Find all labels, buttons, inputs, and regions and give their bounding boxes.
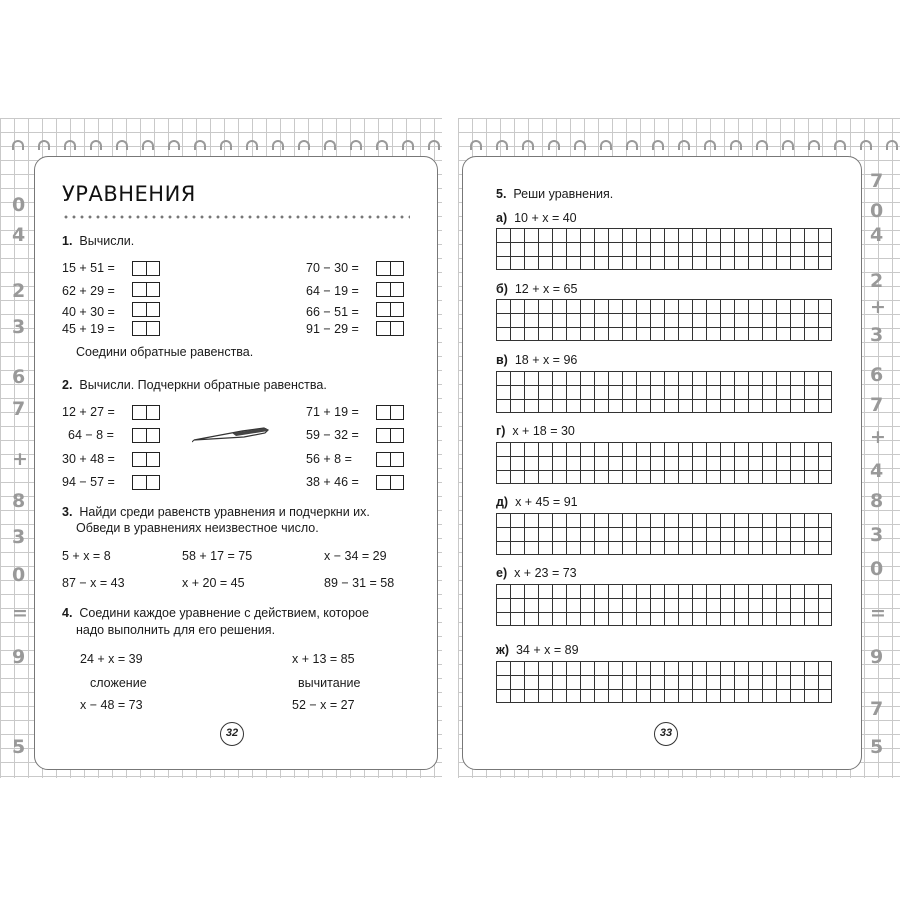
- item-letter: а): [496, 211, 508, 225]
- spiral-ring: [350, 140, 362, 150]
- spiral-ring: [574, 140, 586, 150]
- expression: 59 − 32 =: [306, 428, 359, 442]
- edge-digit: 4: [870, 224, 884, 246]
- task-number: 2.: [62, 378, 73, 392]
- dotted-divider: [62, 215, 410, 219]
- spiral-ring: [704, 140, 716, 150]
- edge-digit: 3: [12, 526, 26, 548]
- expression: 62 + 29 =: [62, 284, 115, 298]
- edge-digit: 0: [12, 194, 26, 216]
- edge-digit: 2: [12, 280, 26, 302]
- task3-line1: [62, 505, 370, 520]
- expression: 64 − 19 =: [306, 284, 359, 298]
- task-number: 5.: [496, 187, 507, 201]
- spiral-ring: [626, 140, 638, 150]
- equation: x + 13 = 85: [292, 652, 355, 666]
- item-equation: x + 23 = 73: [514, 566, 577, 580]
- edge-digit: 4: [12, 224, 26, 246]
- spiral-ring: [376, 140, 388, 150]
- edge-digit: 7: [870, 698, 884, 720]
- equation: x + 20 = 45: [182, 576, 245, 590]
- edge-digit: 0: [870, 558, 884, 580]
- task1-header: [62, 234, 134, 249]
- expression: 94 − 57 =: [62, 475, 115, 489]
- edge-digit: +: [870, 296, 886, 318]
- answer-box[interactable]: [376, 321, 404, 336]
- spiral-ring: [496, 140, 508, 150]
- answer-box[interactable]: [132, 475, 160, 490]
- spiral-ring: [116, 140, 128, 150]
- spiral-ring: [886, 140, 898, 150]
- spiral-ring: [194, 140, 206, 150]
- edge-digit: =: [12, 602, 28, 624]
- spiral-ring: [522, 140, 534, 150]
- answer-grid[interactable]: [496, 228, 832, 270]
- spiral-ring: [808, 140, 820, 150]
- operation-label: вычитание: [298, 676, 361, 690]
- spiral-ring: [246, 140, 258, 150]
- answer-grid[interactable]: [496, 442, 832, 484]
- expression: 12 + 27 =: [62, 405, 115, 419]
- expression: 38 + 46 =: [306, 475, 359, 489]
- spiral-ring: [548, 140, 560, 150]
- spiral-ring: [678, 140, 690, 150]
- spiral-ring: [652, 140, 664, 150]
- answer-box[interactable]: [132, 428, 160, 443]
- task-text: Вычисли.: [79, 234, 135, 248]
- spiral-ring: [168, 140, 180, 150]
- spiral-ring: [324, 140, 336, 150]
- answer-grid[interactable]: [496, 661, 832, 703]
- task4-line1: [62, 606, 369, 621]
- spiral-ring: [782, 140, 794, 150]
- edge-digit: 7: [870, 394, 884, 416]
- task-number: 1.: [62, 234, 73, 248]
- edge-digit: 0: [870, 200, 884, 222]
- spiral-ring: [298, 140, 310, 150]
- page-number: 33: [654, 722, 678, 746]
- equation: 24 + x = 39: [80, 652, 143, 666]
- answer-grid[interactable]: [496, 513, 832, 555]
- edge-digit: 3: [870, 324, 884, 346]
- edge-digit: 5: [12, 736, 26, 758]
- answer-box[interactable]: [376, 302, 404, 317]
- operation-label: сложение: [90, 676, 147, 690]
- task-text: Найди среди равенств уравнения и подчеркни их.: [79, 505, 370, 519]
- spiral-ring: [272, 140, 284, 150]
- equation: x − 48 = 73: [80, 698, 143, 712]
- item-equation: 10 + x = 40: [514, 211, 577, 225]
- expression: 45 + 19 =: [62, 322, 115, 336]
- edge-digit: 6: [12, 366, 26, 388]
- item-equation: x + 18 = 30: [512, 424, 575, 438]
- spiral-ring: [730, 140, 742, 150]
- item-letter: б): [496, 282, 508, 296]
- item-letter: в): [496, 353, 508, 367]
- task-text: Вычисли. Подчеркни обратные равенства.: [79, 378, 327, 392]
- expression: 56 + 8 =: [306, 452, 352, 466]
- answer-box[interactable]: [376, 475, 404, 490]
- spiral-ring: [220, 140, 232, 150]
- spiral-ring: [90, 140, 102, 150]
- expression: 66 − 51 =: [306, 305, 359, 319]
- edge-digit: 9: [870, 646, 884, 668]
- expression: 40 + 30 =: [62, 305, 115, 319]
- equation: 89 − 31 = 58: [324, 576, 395, 590]
- spiral-ring: [12, 140, 24, 150]
- spiral-ring: [402, 140, 414, 150]
- edge-digit: 4: [870, 460, 884, 482]
- edge-digit: 9: [12, 646, 26, 668]
- task-number: 3.: [62, 505, 73, 519]
- item-equation: x + 45 = 91: [515, 495, 578, 509]
- answer-grid[interactable]: [496, 299, 832, 341]
- spiral-ring: [38, 140, 50, 150]
- edge-digit: =: [870, 602, 886, 624]
- expression: 64 − 8 =: [68, 428, 114, 442]
- spiral-ring: [428, 140, 440, 150]
- expression: 91 − 29 =: [306, 322, 359, 336]
- equation: 87 − x = 43: [62, 576, 125, 590]
- edge-digit: 8: [12, 490, 26, 512]
- item-equation: 34 + x = 89: [515, 643, 579, 657]
- task1-note: Соедини обратные равенства.: [76, 345, 254, 359]
- edge-digit: 0: [12, 564, 26, 586]
- answer-grid[interactable]: [496, 584, 832, 626]
- task-text: Соедини каждое уравнение с действием, которое: [79, 606, 369, 620]
- answer-box[interactable]: [376, 428, 404, 443]
- item-equation: 12 + x = 65: [514, 282, 578, 296]
- equation-item: [496, 643, 579, 658]
- task-text: Реши уравнения.: [513, 187, 614, 201]
- answer-grid[interactable]: [496, 371, 832, 413]
- answer-box[interactable]: [132, 452, 160, 467]
- edge-digit: 7: [12, 398, 26, 420]
- equation-item: [496, 424, 575, 439]
- item-letter: е): [496, 566, 508, 580]
- spiral-ring: [834, 140, 846, 150]
- item-letter: ж): [496, 643, 510, 657]
- item-equation: 18 + x = 96: [514, 353, 578, 367]
- task5-header: [496, 187, 613, 202]
- equation-item: [496, 566, 577, 581]
- answer-box[interactable]: [132, 282, 160, 297]
- answer-box[interactable]: [376, 261, 404, 276]
- task-number: 4.: [62, 606, 73, 620]
- equation: 5 + x = 8: [62, 549, 111, 563]
- edge-digit: 7: [870, 170, 884, 192]
- spiral-ring: [64, 140, 76, 150]
- equation: 58 + 17 = 75: [182, 549, 253, 563]
- spiral-ring: [860, 140, 872, 150]
- equation-item: [496, 282, 577, 297]
- edge-digit: 3: [870, 524, 884, 546]
- edge-digit: +: [870, 426, 886, 448]
- edge-digit: 8: [870, 490, 884, 512]
- expression: 30 + 48 =: [62, 452, 115, 466]
- edge-digit: +: [12, 448, 28, 470]
- task3-line2: Обведи в уравнениях неизвестное число.: [76, 521, 319, 535]
- expression: 71 + 19 =: [306, 405, 359, 419]
- equation: x − 34 = 29: [324, 549, 387, 563]
- page-title: УРАВНЕНИЯ: [62, 182, 196, 206]
- page-number: 32: [220, 722, 244, 746]
- task4-line2: надо выполнить для его решения.: [76, 623, 276, 637]
- answer-box[interactable]: [376, 452, 404, 467]
- answer-box[interactable]: [132, 302, 160, 317]
- equation-item: [496, 495, 578, 510]
- answer-box[interactable]: [132, 405, 160, 420]
- equation: 52 − x = 27: [292, 698, 355, 712]
- answer-box[interactable]: [132, 261, 160, 276]
- edge-digit: 2: [870, 270, 884, 292]
- edge-digit: 5: [870, 736, 884, 758]
- spiral-ring: [470, 140, 482, 150]
- answer-box[interactable]: [376, 405, 404, 420]
- expression: 15 + 51 =: [62, 261, 115, 275]
- pen-icon: [192, 422, 272, 444]
- equation-item: [496, 211, 577, 226]
- answer-box[interactable]: [376, 282, 404, 297]
- edge-digit: 6: [870, 364, 884, 386]
- item-letter: д): [496, 495, 509, 509]
- spiral-ring: [600, 140, 612, 150]
- spiral-ring: [142, 140, 154, 150]
- edge-digit: 3: [12, 316, 26, 338]
- expression: 70 − 30 =: [306, 261, 359, 275]
- answer-box[interactable]: [132, 321, 160, 336]
- spiral-ring: [756, 140, 768, 150]
- equation-item: [496, 353, 577, 368]
- task2-header: [62, 378, 327, 393]
- item-letter: г): [496, 424, 506, 438]
